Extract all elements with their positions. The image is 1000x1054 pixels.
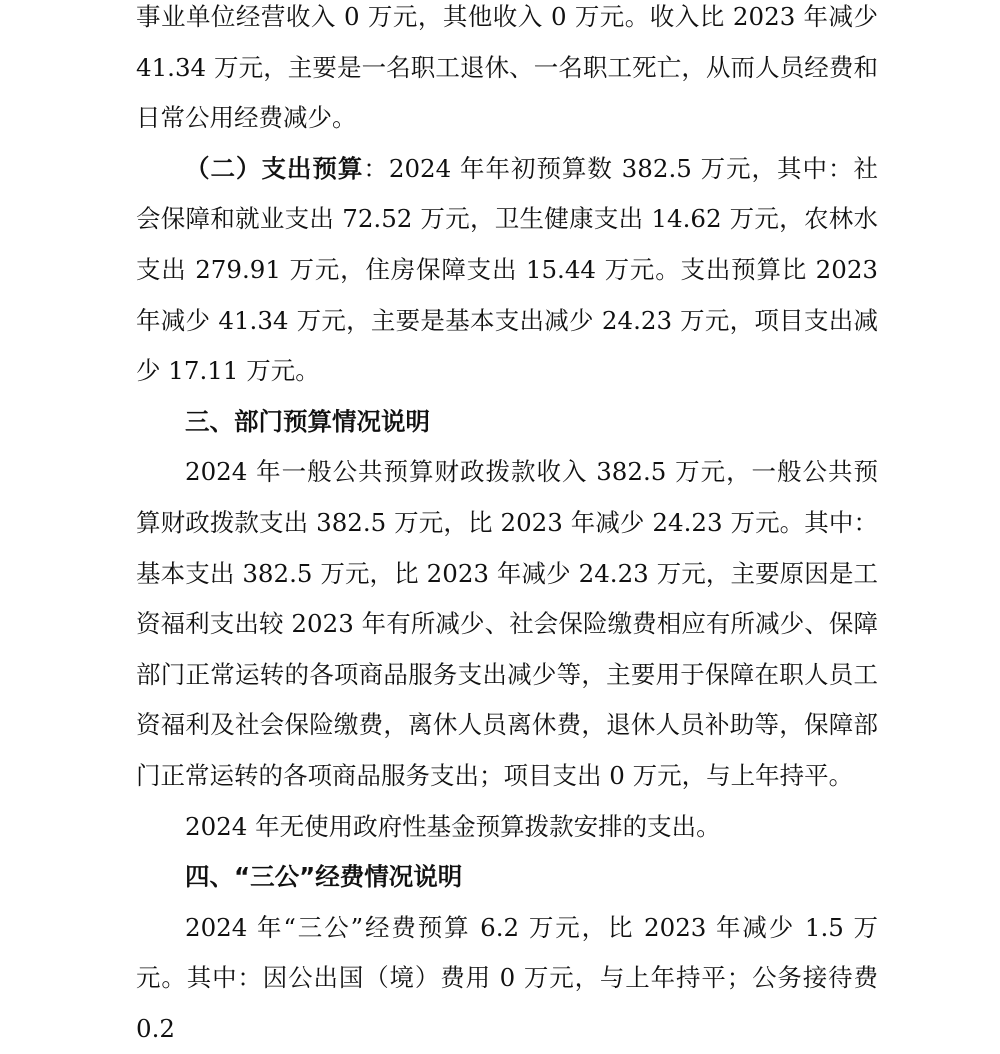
document-page (136, 0, 878, 1054)
section-4-heading: 四、“三公”经费情况说明 (185, 862, 463, 892)
section-3-paragraph-1: 2024 年一般公共预算财政拨款收入 382.5 万元，一般公共预算财政拨款支出 382.5 万元，比 2023 年减少 24.23 万元。其中：基本支出 382.5 万元，比 2023 年减少 24.23 万元，主要原因是工资福利支出较 2023 年有所减少、社会保险缴费相应有所减少、保障部门正常运转的各项商品服务支出减少等，主要用于保障在职人员工资福利及社会保险缴费，离休人员离休费，退休人员补助等，保障部门正常运转的各项商品服务支出；项目支出 0 万元，与上年持平。 (136, 457, 878, 790)
expenditure-budget-lead: （二）支出预算 (185, 153, 364, 183)
expenditure-budget-paragraph (136, 144, 878, 397)
section-3-heading: 三、部门预算情况说明 (185, 406, 430, 436)
expenditure-budget-body: ：2024 年年初预算数 382.5 万元，其中：社会保障和就业支出 72.52 万元，卫生健康支出 14.62 万元，农林水支出 279.91 万元，住房保障支出 15.44 万元。支出预算比 2023 年减少 41.34 万元，主要是基本支出减少 24.23 万元，项目支出减少 17.11 万元。 (136, 153, 878, 386)
section-3-paragraph-2: 2024 年无使用政府性基金预算拨款安排的支出。 (185, 811, 721, 841)
income-paragraph-tail: 事业单位经营收入 0 万元，其他收入 0 万元。收入比 2023 年减少 41.34 万元，主要是一名职工退休、一名职工死亡，从而人员经费和日常公用经费减少。 (136, 2, 878, 133)
section-4-paragraph-1: 2024 年“三公”经费预算 6.2 万元，比 2023 年减少 1.5 万元。其中：因公出国（境）费用 0 万元，与上年持平；公务接待费 0.2 (136, 912, 878, 1043)
